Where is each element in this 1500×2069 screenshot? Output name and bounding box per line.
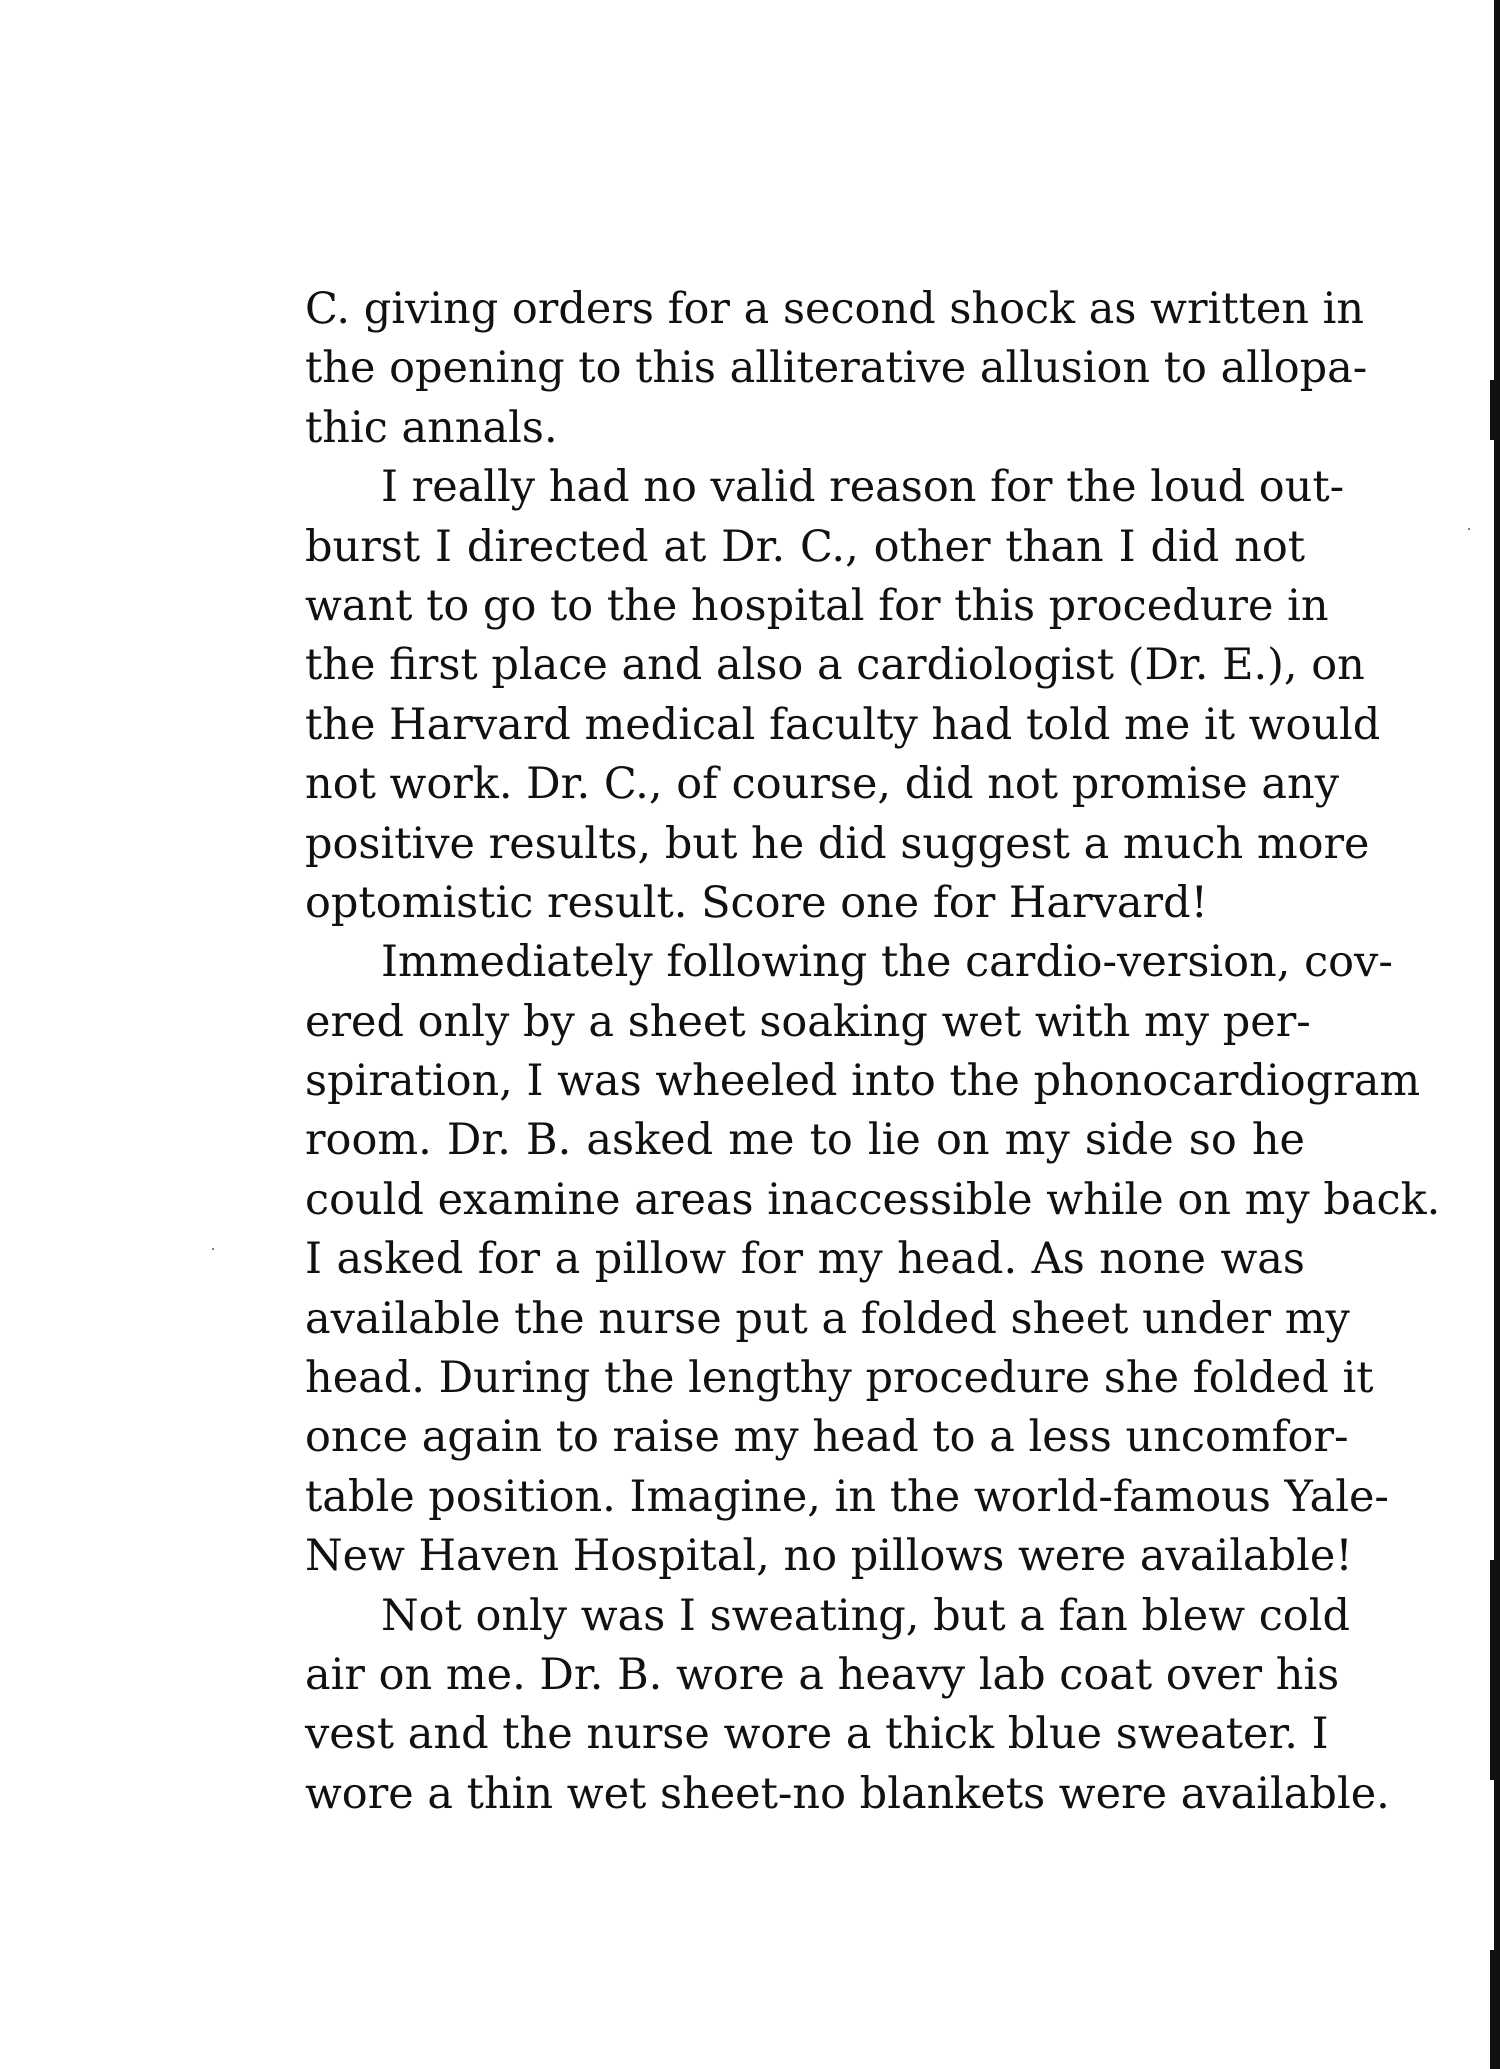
page-edge-shadow xyxy=(1494,0,1500,2069)
text-line: the first place and also a cardiologist (Dr. E.), on xyxy=(305,640,1365,691)
text-line: head. During the lengthy procedure she folded it xyxy=(305,1353,1374,1404)
text-line: positive results, but he did suggest a much more xyxy=(305,818,1370,869)
text-line: room. Dr. B. asked me to lie on my side so he xyxy=(305,1115,1305,1166)
edge-mark xyxy=(1490,1560,1494,1780)
text-line: not work. Dr. C., of course, did not promise any xyxy=(305,759,1340,810)
text-line: C. giving orders for a second shock as written in xyxy=(305,284,1365,334)
text-line: wore a thin wet sheet-no blankets were available. xyxy=(305,1768,1390,1819)
paragraph-4 xyxy=(305,1587,1390,1825)
paper-speck xyxy=(212,1248,214,1250)
paragraph-1 xyxy=(305,280,1368,458)
text-line: vest and the nurse wore a thick blue sweater. I xyxy=(305,1709,1329,1760)
body-text xyxy=(305,280,1441,1824)
text-line: Immediately following the cardio-version, cov- xyxy=(381,937,1393,988)
text-line: spiration, I was wheeled into the phonocardiogram xyxy=(305,1056,1421,1107)
edge-mark xyxy=(1490,1950,1494,2069)
text-line: air on me. Dr. B. wore a heavy lab coat over his xyxy=(305,1649,1340,1700)
text-line: New Haven Hospital, no pillows were available! xyxy=(305,1531,1353,1582)
text-line: burst I directed at Dr. C., other than I did not xyxy=(305,521,1305,572)
paragraph-3 xyxy=(305,933,1441,1586)
text-line: want to go to the hospital for this procedure in xyxy=(305,580,1329,631)
text-line: I really had no valid reason for the loud out- xyxy=(381,462,1345,513)
text-line: I asked for a pillow for my head. As none was xyxy=(305,1234,1305,1285)
paper-speck xyxy=(1468,528,1470,530)
edge-mark xyxy=(1490,380,1494,440)
text-line: the Harvard medical faculty had told me it would xyxy=(305,699,1381,750)
text-line: once again to raise my head to a less uncomfor- xyxy=(305,1412,1349,1463)
text-line: the opening to this alliterative allusion to allopa- xyxy=(305,343,1368,394)
text-line: could examine areas inaccessible while on my back. xyxy=(305,1174,1441,1225)
text-line: optomistic result. Score one for Harvard! xyxy=(305,877,1208,928)
text-line: available the nurse put a folded sheet under my xyxy=(305,1293,1350,1344)
text-line: Not only was I sweating, but a fan blew cold xyxy=(381,1590,1350,1641)
text-line: ered only by a sheet soaking wet with my per- xyxy=(305,996,1311,1047)
text-line: table position. Imagine, in the world-famous Yale- xyxy=(305,1471,1389,1522)
text-line: thic annals. xyxy=(305,402,558,453)
paragraph-2 xyxy=(305,458,1381,933)
